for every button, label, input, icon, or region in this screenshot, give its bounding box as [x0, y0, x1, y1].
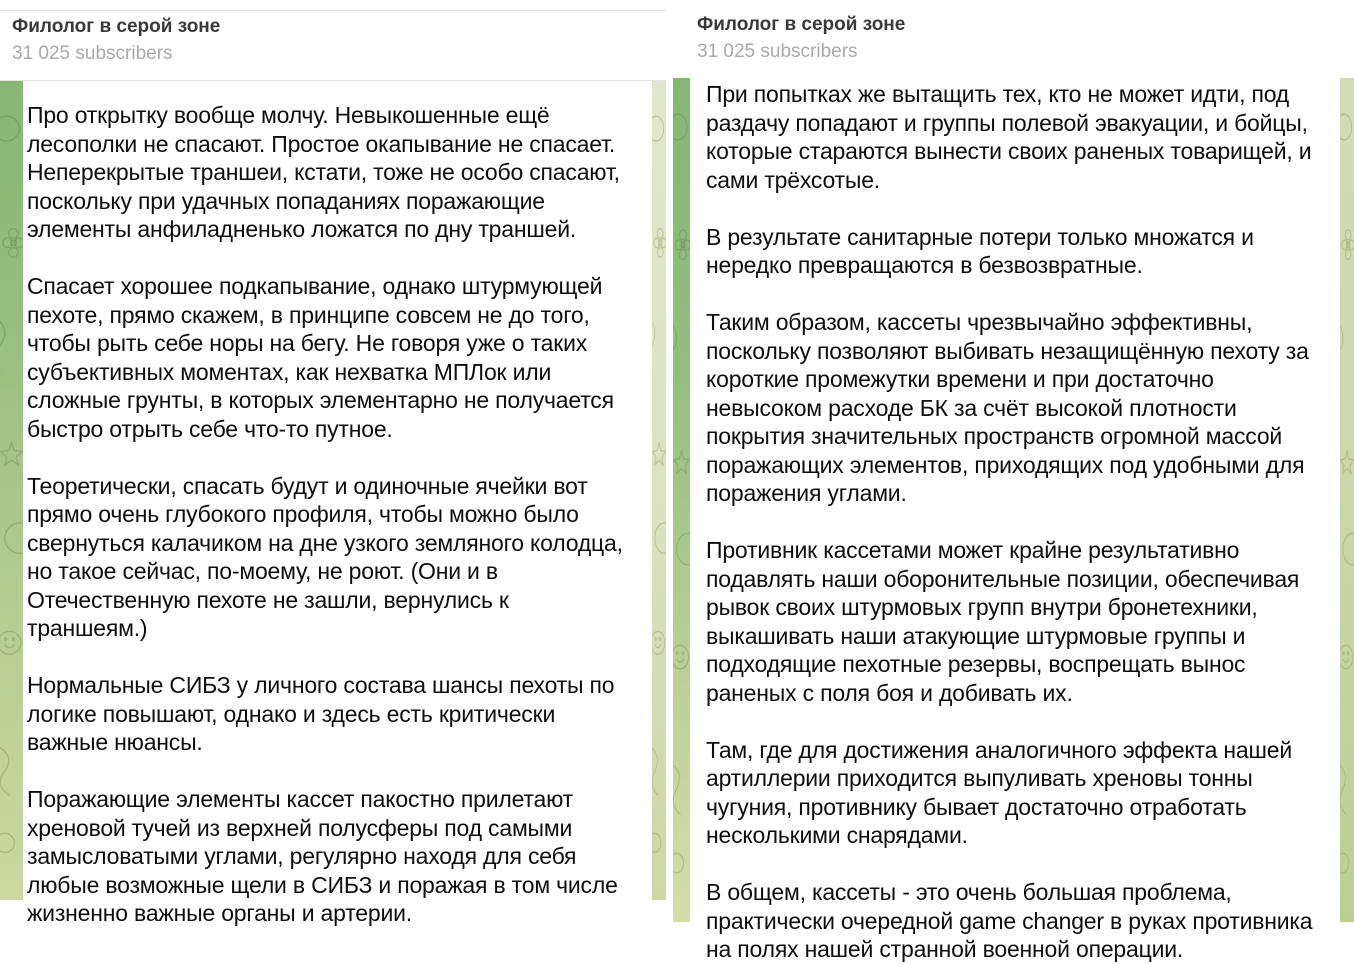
subscriber-count: 31 025 subscribers — [12, 43, 173, 64]
message-paragraph: В общем, кассеты - это очень большая проблема, практически очередной game changer в руках противника на полях нашей странной военной операции. — [706, 879, 1313, 962]
chat-area — [0, 81, 666, 926]
channel-title: Филолог в серой зоне — [697, 14, 906, 35]
channel-title: Филолог в серой зоне — [12, 16, 221, 37]
subscriber-count: 31 025 subscribers — [697, 41, 858, 62]
chat-background-pattern-right — [652, 81, 666, 900]
channel-header[interactable] — [673, 0, 1354, 79]
message-paragraph: В результате санитарные потери только множатся и нередко превращаются в безвозвратные. — [706, 223, 1254, 278]
message-bubble[interactable] — [23, 81, 652, 926]
message-paragraph: Нормальные СИБЗ у личного состава шансы пехоты по логике повышают, однако и здесь есть критически важные нюансы. — [27, 672, 615, 755]
chat-background-pattern-left — [673, 78, 690, 922]
message-paragraph: Спасает хорошее подкапывание, однако штурмующей пехоте, прямо скажем, в принципе совсем не до того, чтобы рыть себе норы на бегу. Не говоря уже о таких субъективных моментах, как нехватка МПЛок или сложные грунты, в которых элементарно не получается быстро отрыть себе что-то путное. — [27, 273, 614, 442]
chat-background-pattern-left — [0, 81, 23, 900]
message-paragraph: Противник кассетами может крайне результативно подавлять наши оборонительные позиции, обеспечивая рывок своих штурмовых групп внутри бронетехники, выкашивать наши атакующие штурмовые группы и подходящие пехотные резервы, воспрещать вынос раненых с поля боя и добивать их. — [706, 537, 1300, 706]
channel-header[interactable] — [0, 11, 666, 81]
channel-view-left — [0, 0, 666, 926]
chat-background-pattern-right — [1340, 78, 1354, 922]
chat-area — [673, 78, 1354, 962]
message-bubble[interactable] — [690, 78, 1340, 962]
message-paragraph: Про открытку вообще молчу. Невыкошенные ещё лесополки не спасают. Простое окапывание не спасает. Неперекрытые траншеи, кстати, тоже не особо спасают, поскольку при удачных попаданиях поражающие элементы анфиладненько ложатся по дну траншей. — [27, 102, 620, 242]
message-paragraph: Поражающие элементы кассет пакостно прилетают хреновой тучей из верхней полусферы под самыми замысловатыми углами, регулярно находя для себя любые возможные щели в СИБЗ и поражая в том числе жизненно важные органы и артерии. — [27, 786, 618, 926]
message-paragraph: Таким образом, кассеты чрезвычайно эффективны, поскольку позволяют выбивать незащищённую пехоту за короткие промежутки времени и при достаточно невысоком расходе БК за счёт высокой плотности покрытия значительных пространств огромной массой поражающих элементов, приходящих под удобными для поражения углами. — [706, 309, 1309, 506]
message-paragraph: Теоретически, спасать будут и одиночные ячейки вот прямо очень глубокого профиля, чтобы можно было свернуться калачиком на дне узкого земляного колодца, но такое сейчас, по-моему, не роют. (Они и в Отечественную пехоте не зашли, вернулись к траншеям.) — [27, 472, 623, 641]
message-paragraph: Там, где для достижения аналогичного эффекта нашей артиллерии приходится выпуливать хреновы тонны чугуния, противнику бывает достаточно отработать несколькими снарядами. — [706, 736, 1292, 848]
channel-view-right — [673, 0, 1354, 962]
message-paragraph: При попытках же вытащить тех, кто не может идти, под раздачу попадают и группы полевой эвакуации, и бойцы, которые стараются вынести своих раненых товарищей, и сами трёхсотые. — [706, 81, 1312, 193]
